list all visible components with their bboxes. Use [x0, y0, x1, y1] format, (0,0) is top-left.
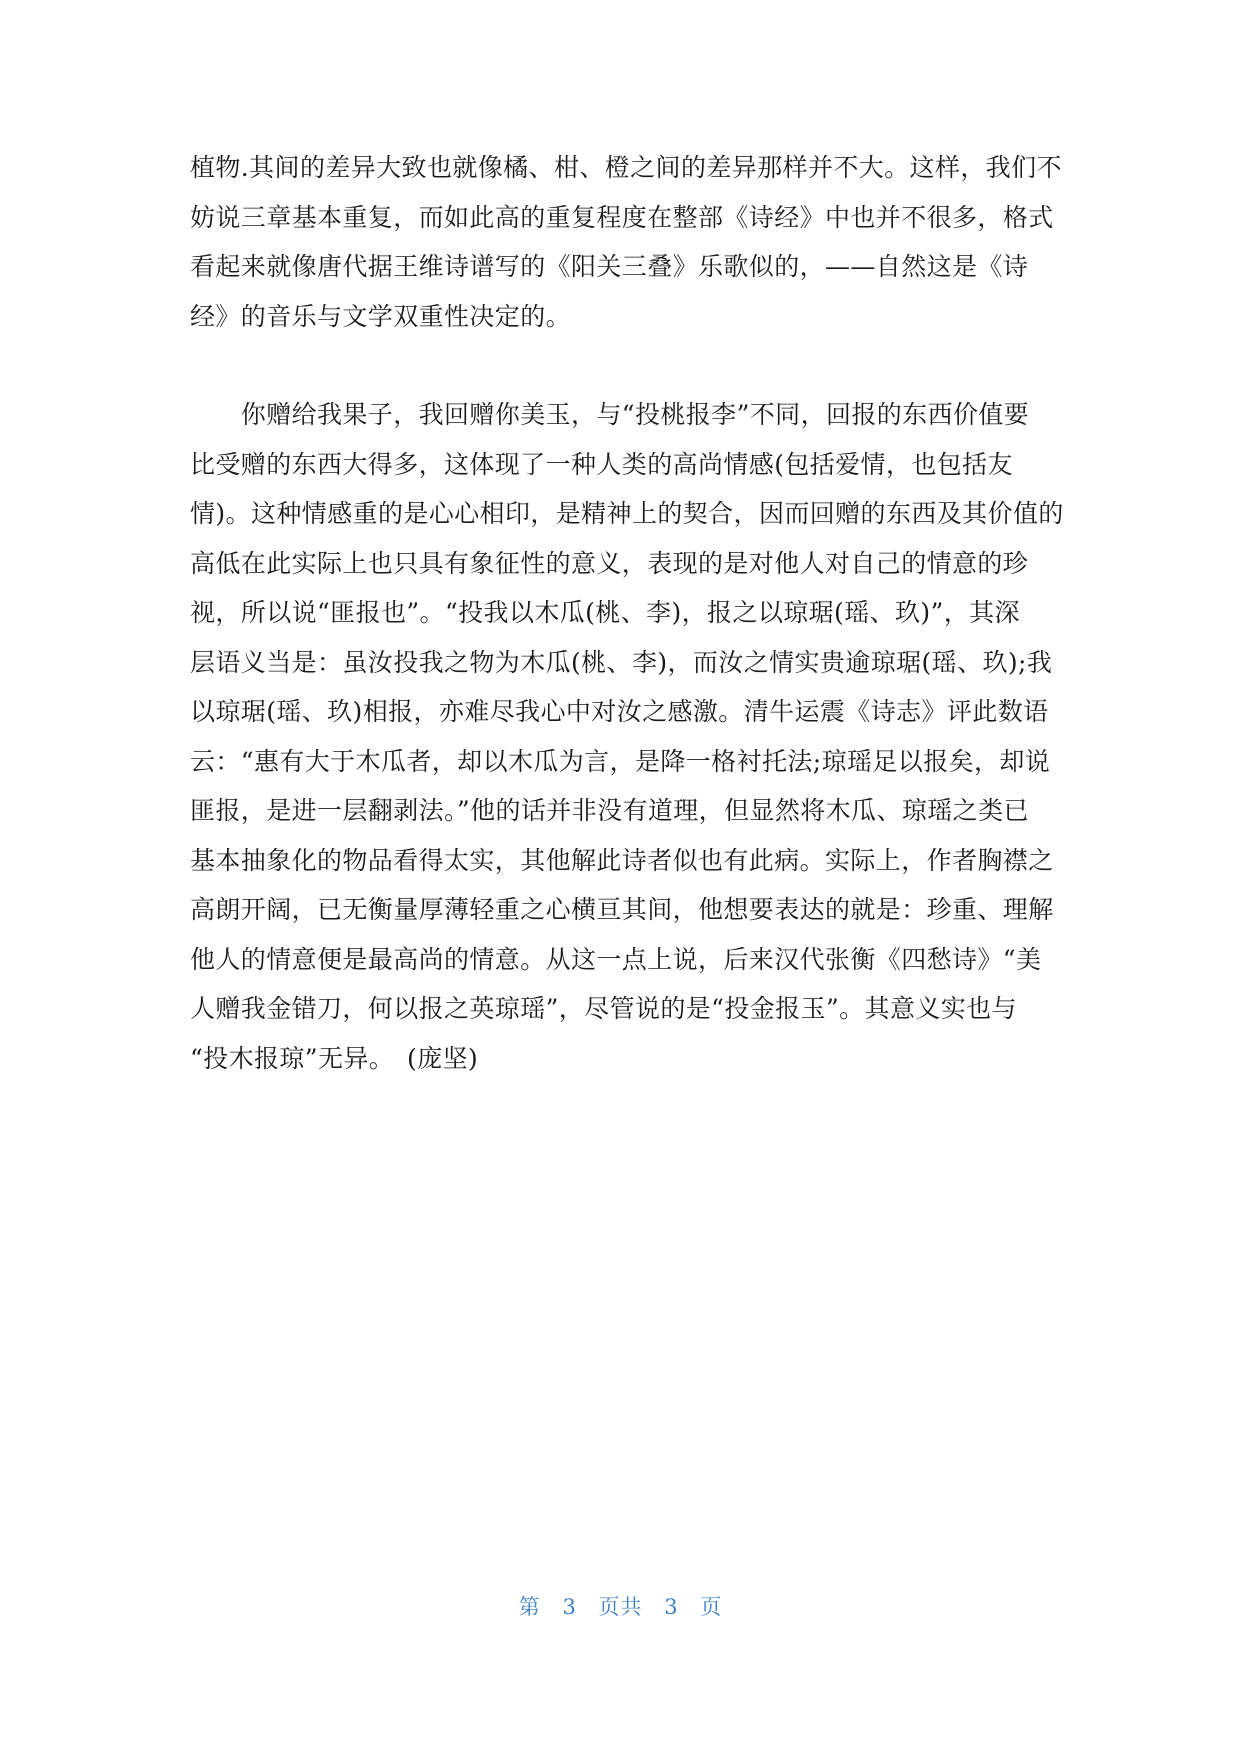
- text-line: 云：“惠有大于木瓜者，却以木瓜为言，是降一格衬托法;琼瑶足以报矣，却说: [190, 746, 1051, 776]
- paragraph-1: [190, 150, 1070, 348]
- footer-middle: 页共: [598, 1595, 643, 1619]
- text-line: 以琼琚(瑶、玖)相报，亦难尽我心中对汝之感激。清牛运震《诗志》评此数语: [190, 697, 1049, 726]
- text-line: 高朗开阔，已无衡量厚薄轻重之心横亘其间，他想要表达的就是：珍重、理解: [190, 895, 1054, 924]
- text-line: 基本抽象化的物品看得太实，其他解此诗者似也有此病。实际上，作者胸襟之: [190, 845, 1054, 875]
- text-line: 他人的情意便是最高尚的情意。从这一点上说，后来汉代张衡《四愁诗》“美: [190, 944, 1042, 974]
- document-body: [190, 150, 1070, 1090]
- text-line: 看起来就像唐代据王维诗谱写的《阳关三叠》乐歌似的，——自然这是《诗: [190, 252, 1029, 281]
- paragraph-2: [190, 397, 1070, 1090]
- text-line: 妨说三章基本重复，而如此高的重复程度在整部《诗经》中也并不很多，格式: [190, 202, 1054, 232]
- text-line: 比受赠的东西大得多，这体现了一种人类的高尚情感(包括爱情，也包括友: [190, 449, 1013, 479]
- footer-prefix: 第: [518, 1595, 541, 1619]
- footer-page-number: 3: [562, 1595, 577, 1619]
- text-line: “投木报琼”无异。 (庞坚): [190, 1043, 479, 1073]
- footer-suffix: 页: [700, 1595, 723, 1619]
- text-line: 经》的音乐与文学双重性决定的。: [190, 301, 572, 331]
- paragraph-spacer: [190, 348, 1070, 397]
- footer-total-pages: 3: [664, 1595, 679, 1619]
- text-line: 高低在此实际上也只具有象征性的意义，表现的是对他人对自己的情意的珍: [190, 548, 1029, 578]
- text-line: 层语义当是：虽汝投我之物为木瓜(桃、李)，而汝之情实贵逾琼琚(瑶、玖);我: [190, 647, 1053, 677]
- text-line: 人赠我金错刀，何以报之英琼瑶”，尽管说的是“投金报玉”。其意义实也与: [190, 994, 1017, 1023]
- text-line: 你赠给我果子，我回赠你美玉，与“投桃报李”不同，回报的东西价值要: [190, 400, 1030, 429]
- page-footer: [0, 1591, 1241, 1621]
- text-line: 视，所以说“匪报也”。“投我以木瓜(桃、李)，报之以琼琚(瑶、玖)”，其深: [190, 598, 1020, 627]
- text-line: 植物.其间的差异大致也就像橘、柑、橙之间的差异那样并不大。这样，我们不: [190, 153, 1062, 182]
- text-line: 情)。这种情感重的是心心相印，是精神上的契合，因而回赠的东西及其价值的: [190, 499, 1064, 528]
- text-line: 匪报，是进一层翻剥法。”他的话并非没有道理，但显然将木瓜、琼瑶之类已: [190, 796, 1029, 825]
